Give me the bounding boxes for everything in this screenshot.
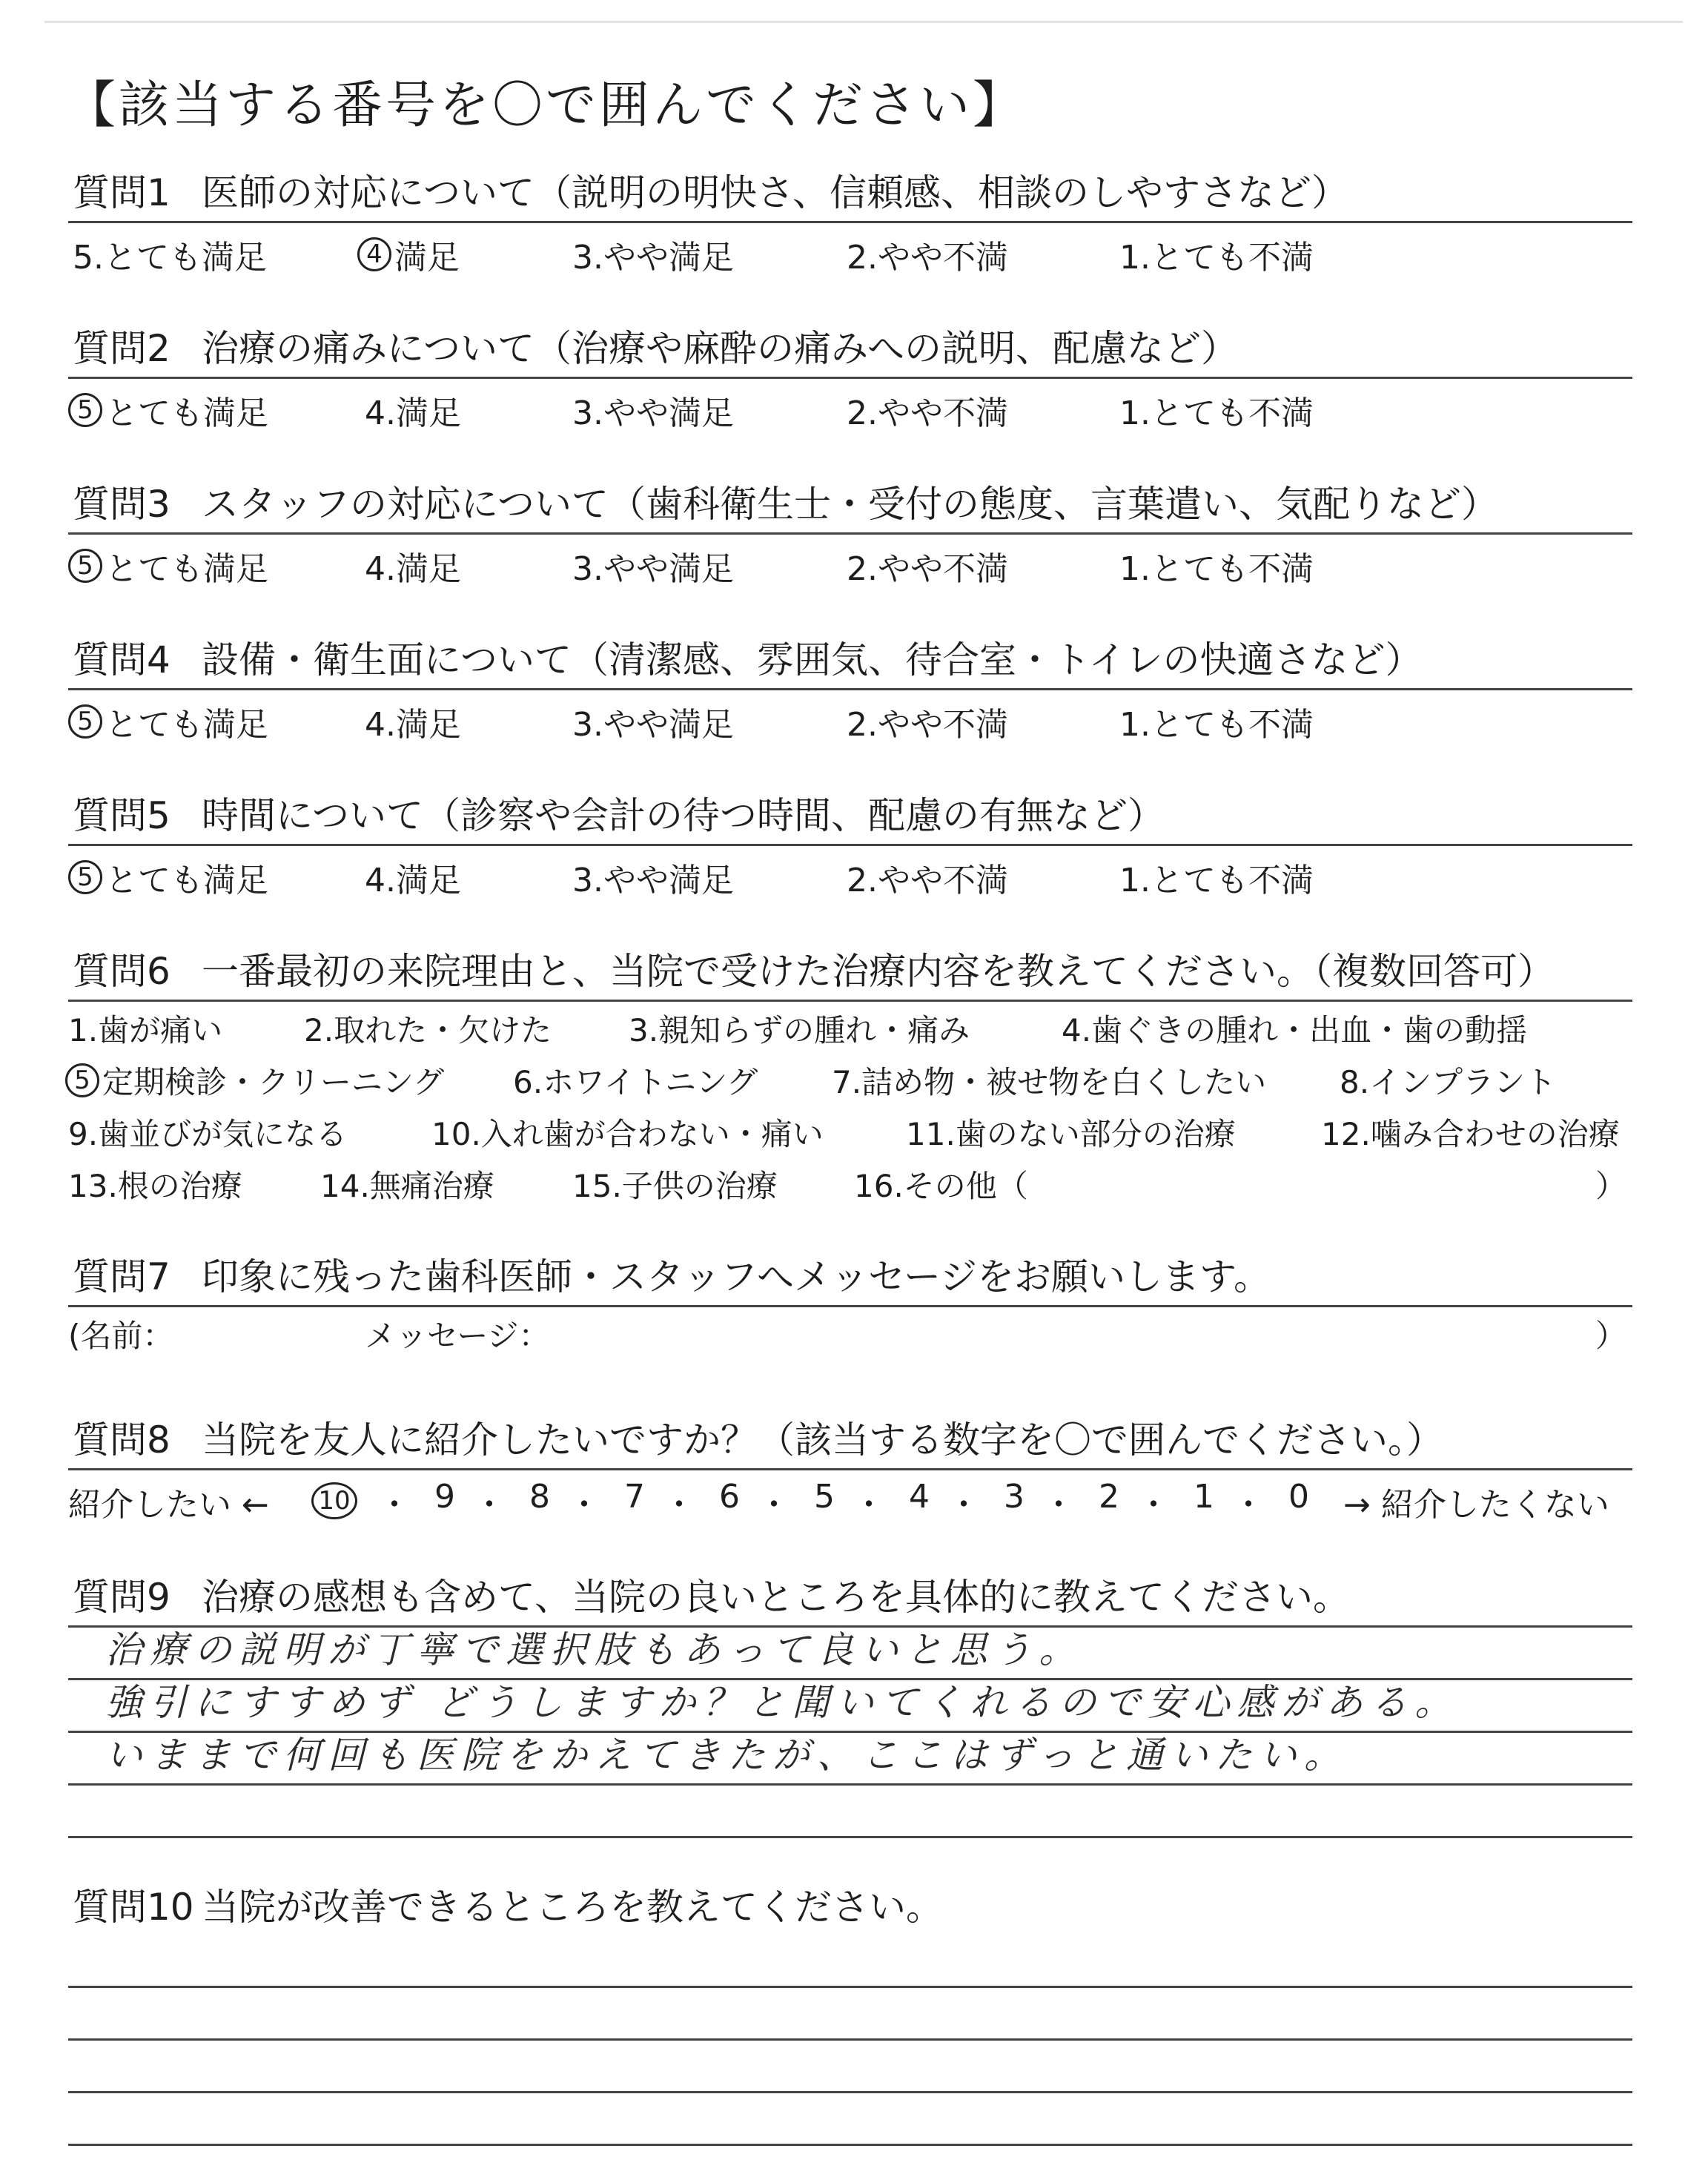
question-9 (68, 1566, 1632, 1838)
question-number: 質問9 (73, 1576, 171, 1619)
question-text: 当院が改善できるところを教えてください。 (202, 1886, 943, 1929)
option-1[interactable]: 1.とても不満 (1119, 394, 1314, 432)
choice-7[interactable]: 7.詰め物・被せ物を白くしたい (832, 1064, 1267, 1100)
question-text: 一番最初の来院理由と、当院で受けた治療内容を教えてください。（複数回答可） (202, 950, 1555, 993)
answer-line[interactable] (68, 1786, 1632, 1838)
question-text: 治療の感想も含めて、当院の良いところを具体的に教えてください。 (202, 1576, 1350, 1619)
option-2[interactable]: 2.やや不満 (847, 550, 1008, 588)
question-number: 質問3 (73, 483, 171, 526)
option-3[interactable]: 3.やや満足 (572, 550, 734, 588)
circle-mark: 4 (357, 237, 391, 271)
option-5-circled[interactable]: 5 とても満足 (68, 542, 268, 589)
option-4-circled[interactable]: 4 満足 (357, 231, 460, 278)
question-3 (68, 473, 1632, 594)
scale-value-2[interactable]: 2 (1099, 1478, 1119, 1516)
option-1[interactable]: 1.とても不満 (1119, 706, 1314, 744)
circle-mark: 5 (68, 704, 102, 739)
question-4 (68, 629, 1632, 750)
choice-8[interactable]: 8.インプラント (1340, 1064, 1557, 1100)
paren-close: ） (1595, 1168, 1627, 1204)
option-2[interactable]: 2.やや不満 (847, 239, 1008, 277)
scale-value-5[interactable]: 5 (814, 1478, 835, 1516)
question-text: 当院を友人に紹介したいですか？（該当する数字を〇で囲んでください。） (202, 1418, 1443, 1462)
circle-mark: 5 (65, 1063, 99, 1097)
question-6 (68, 940, 1632, 1209)
handwritten-answer: 強引にすすめず どうしますか？と聞いてくれるので安心感がある。 (105, 1681, 1460, 1724)
question-text: 医師の対応について（説明の明快さ、信頼感、相談のしやすさなど） (202, 171, 1348, 214)
question-number: 質問7 (73, 1255, 171, 1298)
option-2[interactable]: 2.やや不満 (847, 706, 1008, 744)
question-10 (68, 1876, 1632, 2146)
answer-line[interactable] (68, 1935, 1632, 1988)
option-1[interactable]: 1.とても不満 (1119, 862, 1314, 899)
scale-dot: ・ (947, 1486, 980, 1524)
scale-value-6[interactable]: 6 (719, 1478, 740, 1516)
option-5-circled[interactable]: 5 とても満足 (68, 698, 268, 745)
scale-right-label: → 紹介したくない (1343, 1486, 1609, 1524)
option-4[interactable]: 4.満足 (365, 862, 461, 899)
answer-line[interactable] (68, 1733, 1632, 1786)
scale-dot: ・ (853, 1486, 885, 1524)
question-number: 質問8 (73, 1418, 171, 1462)
choice-9[interactable]: 9.歯並びが気になる (68, 1116, 348, 1152)
choice-14[interactable]: 14.無痛治療 (320, 1168, 494, 1204)
choice-15[interactable]: 15.子供の治療 (572, 1168, 778, 1204)
question-text: スタッフの対応について（歯科衛生士・受付の態度、言葉遣い、気配りなど） (202, 483, 1498, 526)
option-1[interactable]: 1.とても不満 (1119, 239, 1314, 277)
circle-mark: 5 (68, 393, 102, 427)
paren-close: ） (1595, 1318, 1627, 1354)
scale-dot: ・ (378, 1486, 411, 1524)
choice-6[interactable]: 6.ホワイトニング (513, 1064, 758, 1100)
option-3[interactable]: 3.やや満足 (572, 706, 734, 744)
option-2[interactable]: 2.やや不満 (847, 394, 1008, 432)
choice-1[interactable]: 1.歯が痛い (68, 1012, 223, 1048)
choice-2[interactable]: 2.取れた・欠けた (304, 1012, 552, 1048)
question-text: 印象に残った歯科医師・スタッフへメッセージをお願いします。 (202, 1255, 1271, 1298)
scale-left-label: 紹介したい ← (68, 1486, 269, 1524)
option-5[interactable]: 5.とても満足 (73, 239, 267, 277)
choice-10[interactable]: 10.入れ歯が合わない・痛い (431, 1116, 824, 1152)
handwritten-answer: 治療の説明が丁寧で選択肢もあって良いと思う。 (105, 1628, 1084, 1671)
option-1[interactable]: 1.とても不満 (1119, 550, 1314, 588)
scale-value-7[interactable]: 7 (624, 1478, 645, 1516)
scale-dot: ・ (473, 1486, 506, 1524)
option-3[interactable]: 3.やや満足 (572, 239, 734, 277)
choice-16[interactable]: 16.その他（ (854, 1168, 1028, 1204)
scale-dot: ・ (568, 1486, 600, 1524)
option-4[interactable]: 4.満足 (365, 706, 461, 744)
choice-11[interactable]: 11.歯のない部分の治療 (906, 1116, 1236, 1152)
recommend-scale (68, 1470, 1632, 1530)
option-3[interactable]: 3.やや満足 (572, 394, 734, 432)
scale-dot: ・ (758, 1486, 790, 1524)
question-5 (68, 785, 1632, 905)
question-number: 質問10 (73, 1886, 194, 1929)
choice-3[interactable]: 3.親知らずの腫れ・痛み (629, 1012, 970, 1048)
question-2 (68, 317, 1632, 438)
scale-value-0[interactable]: 0 (1288, 1478, 1309, 1516)
question-number: 質問5 (73, 794, 171, 837)
question-7 (68, 1246, 1632, 1359)
option-3[interactable]: 3.やや満足 (572, 862, 734, 899)
scale-dot: ・ (663, 1486, 695, 1524)
circle-mark: 10 (311, 1482, 357, 1519)
circle-mark: 5 (68, 549, 102, 583)
page-title: 【該当する番号を〇で囲んでください】 (65, 76, 1027, 135)
circle-mark: 5 (68, 860, 102, 894)
choice-13[interactable]: 13.根の治療 (68, 1168, 242, 1204)
question-number: 質問6 (73, 950, 171, 993)
message-field-label[interactable]: メッセージ： (365, 1318, 550, 1354)
answer-line[interactable] (68, 2093, 1632, 2146)
scale-dot: ・ (1137, 1486, 1170, 1524)
scale-value-8[interactable]: 8 (529, 1478, 550, 1516)
option-4[interactable]: 4.満足 (365, 394, 461, 432)
answer-line[interactable] (68, 1988, 1632, 2041)
answer-line[interactable] (68, 2041, 1632, 2093)
option-2[interactable]: 2.やや不満 (847, 862, 1008, 899)
question-number: 質問4 (73, 638, 171, 681)
question-text: 時間について（診察や会計の待つ時間、配慮の有無など） (202, 794, 1165, 837)
choice-12[interactable]: 12.噛み合わせの治療 (1321, 1116, 1620, 1152)
scale-value-1[interactable]: 1 (1194, 1478, 1214, 1516)
option-5-circled[interactable]: 5 とても満足 (68, 386, 268, 434)
handwritten-answer: いままで何回も医院をかえてきたが、ここはずっと通いたい。 (105, 1734, 1348, 1777)
question-number: 質問1 (73, 171, 171, 214)
name-field-label[interactable]: (名前： (68, 1318, 174, 1354)
option-5-circled[interactable]: 5 とても満足 (68, 853, 268, 901)
scale-dot: ・ (1042, 1486, 1075, 1524)
question-1 (68, 162, 1632, 283)
scale-value-9[interactable]: 9 (434, 1478, 455, 1516)
question-text: 治療の痛みについて（治療や麻酔の痛みへの説明、配慮など） (202, 327, 1238, 370)
top-rule (44, 21, 1683, 23)
scale-value-3[interactable]: 3 (1004, 1478, 1025, 1516)
option-4[interactable]: 4.満足 (365, 550, 461, 588)
choice-4[interactable]: 4.歯ぐきの腫れ・出血・歯の動揺 (1062, 1012, 1528, 1048)
question-8 (68, 1409, 1632, 1530)
scale-dot: ・ (1232, 1486, 1265, 1524)
choice-5-circled[interactable]: 5 定期検診・クリーニング (65, 1058, 444, 1103)
question-text: 設備・衛生面について（清潔感、雰囲気、待合室・トイレの快適さなど） (202, 638, 1423, 681)
question-number: 質問2 (73, 327, 171, 370)
scale-value-4[interactable]: 4 (909, 1478, 930, 1516)
